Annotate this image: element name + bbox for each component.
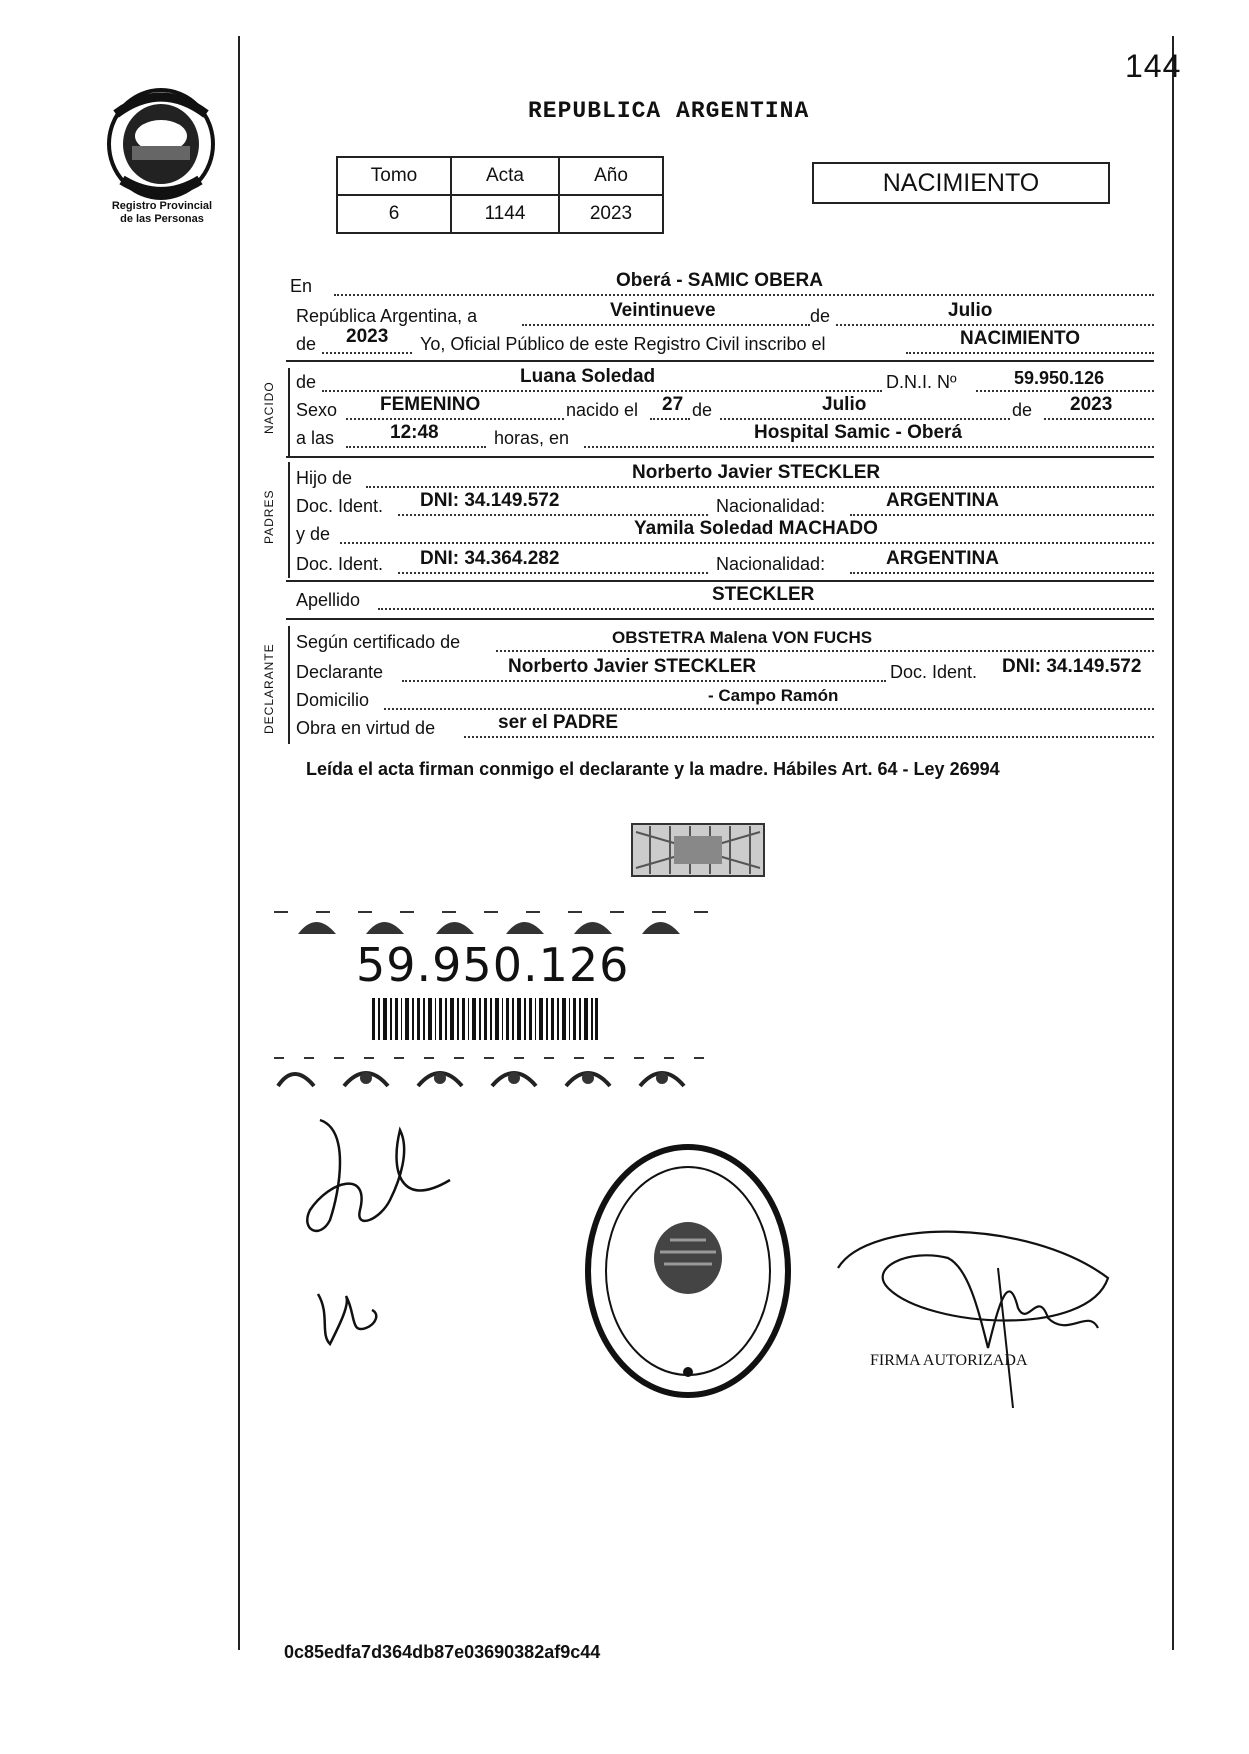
section-bar bbox=[288, 626, 290, 744]
side-label-declarante: DECLARANTE bbox=[262, 643, 276, 734]
label-a-las: a las bbox=[296, 428, 335, 448]
label-nacido-el: nacido el bbox=[566, 400, 639, 420]
dotted-line bbox=[906, 352, 1154, 354]
dotted-line bbox=[322, 390, 882, 392]
section-divider bbox=[286, 360, 1154, 362]
section-bar bbox=[288, 462, 290, 578]
closing-statement: Leída el acta firman conmigo el declarante y la madre. Hábiles Art. 64 - Ley 26994 bbox=[306, 759, 1000, 779]
dia-letras-value: Veintinueve bbox=[610, 300, 716, 321]
id-number-large: 59.950.126 bbox=[356, 938, 630, 992]
label-sexo: Sexo bbox=[296, 400, 338, 420]
dotted-line bbox=[398, 572, 708, 574]
right-margin-line bbox=[1172, 36, 1174, 1650]
label-nacionalidad-padre: Nacionalidad: bbox=[716, 496, 826, 516]
label-de-anio: de bbox=[296, 334, 317, 354]
document-type-box: NACIMIENTO bbox=[812, 162, 1110, 204]
mes-nac-value: Julio bbox=[822, 394, 867, 415]
registry-caption-line2: de las Personas bbox=[120, 213, 204, 225]
dotted-line bbox=[650, 418, 690, 420]
anio-value-text: 2023 bbox=[346, 326, 389, 347]
label-en: En bbox=[290, 276, 313, 296]
tomo-header: Tomo bbox=[337, 157, 451, 195]
madre-nac-value: ARGENTINA bbox=[886, 548, 999, 569]
certificado-value: OBSTETRA Malena VON FUCHS bbox=[612, 628, 873, 647]
firma-autorizada-label: FIRMA AUTORIZADA bbox=[870, 1352, 1028, 1369]
acta-value: 1144 bbox=[451, 195, 559, 233]
section-divider bbox=[286, 618, 1154, 620]
lugar-value: Oberá - SAMIC OBERA bbox=[616, 270, 823, 291]
label-nacionalidad-madre: Nacionalidad: bbox=[716, 554, 826, 574]
padre-nac-value: ARGENTINA bbox=[886, 490, 999, 511]
mes-value: Julio bbox=[948, 300, 993, 321]
mother-signature bbox=[310, 1284, 390, 1354]
dotted-line bbox=[1044, 418, 1154, 420]
barcode-image bbox=[372, 998, 598, 1040]
label-doc-ident-padre: Doc. Ident. bbox=[296, 496, 384, 516]
dotted-line bbox=[850, 514, 1154, 516]
registry-caption-line1: Registro Provincial bbox=[111, 200, 213, 212]
dotted-line bbox=[464, 736, 1154, 738]
dotted-line bbox=[402, 680, 886, 682]
dia-nac-value: 27 bbox=[662, 394, 684, 415]
dotted-line bbox=[398, 514, 708, 516]
dotted-line bbox=[850, 572, 1154, 574]
label-hijo-de: Hijo de bbox=[296, 468, 353, 488]
section-bar bbox=[288, 368, 290, 456]
label-horas-en: horas, en bbox=[494, 428, 570, 448]
tomo-value: 6 bbox=[337, 195, 451, 233]
register-table bbox=[336, 156, 664, 234]
dotted-line bbox=[366, 486, 1154, 488]
label-domicilio: Domicilio bbox=[296, 690, 370, 710]
label-apellido: Apellido bbox=[296, 590, 361, 610]
apellido-value: STECKLER bbox=[712, 584, 815, 605]
domicilio-value: - Campo Ramón bbox=[708, 686, 839, 705]
label-de-nombre: de bbox=[296, 372, 317, 392]
official-seal bbox=[580, 1140, 796, 1402]
side-label-nacido: NACIDO bbox=[262, 381, 276, 434]
dotted-line bbox=[720, 418, 1010, 420]
label-doc-ident-declarante: Doc. Ident. bbox=[890, 662, 978, 682]
sexo-value: FEMENINO bbox=[380, 394, 481, 415]
label-dni: D.N.I. Nº bbox=[886, 372, 957, 392]
dotted-line bbox=[340, 542, 1154, 544]
declarant-signature bbox=[290, 1110, 460, 1250]
label-republica: República Argentina, a bbox=[296, 306, 478, 326]
label-de: de bbox=[810, 306, 831, 326]
dotted-line bbox=[346, 418, 564, 420]
anio-nac-value: 2023 bbox=[1070, 394, 1113, 415]
label-obra: Obra en virtud de bbox=[296, 718, 436, 738]
dotted-line bbox=[384, 708, 1154, 710]
dotted-line bbox=[346, 446, 486, 448]
label-inscribe: Yo, Oficial Público de este Registro Civil inscribo el bbox=[420, 334, 826, 354]
acta-header: Acta bbox=[451, 157, 559, 195]
label-doc-ident-madre: Doc. Ident. bbox=[296, 554, 384, 574]
nombre-value: Luana Soledad bbox=[520, 366, 656, 387]
dotted-line bbox=[322, 352, 412, 354]
dni-value: 59.950.126 bbox=[1014, 368, 1105, 388]
dotted-line bbox=[522, 324, 810, 326]
official-signature bbox=[828, 1208, 1128, 1408]
label-y-de: y de bbox=[296, 524, 331, 544]
padre-value: Norberto Javier STECKLER bbox=[632, 462, 881, 483]
label-de-anio-nac: de bbox=[1012, 400, 1033, 420]
ornament-band-bottom bbox=[274, 1054, 720, 1088]
page-number: 144 bbox=[1125, 48, 1182, 84]
madre-doc-value: DNI: 34.364.282 bbox=[420, 548, 560, 569]
section-divider bbox=[286, 456, 1154, 458]
declarante-doc-value: DNI: 34.149.572 bbox=[1002, 656, 1142, 677]
madre-value: Yamila Soledad MACHADO bbox=[634, 518, 878, 539]
dotted-line bbox=[836, 324, 1154, 326]
ornament-band-top bbox=[274, 908, 720, 936]
misiones-emblem-logo bbox=[100, 84, 222, 200]
dotted-line bbox=[334, 294, 1154, 296]
anio-header: Año bbox=[559, 157, 663, 195]
virtud-value: ser el PADRE bbox=[498, 712, 619, 733]
fiscal-stamp-image bbox=[630, 822, 766, 878]
padre-doc-value: DNI: 34.149.572 bbox=[420, 490, 560, 511]
label-declarante: Declarante bbox=[296, 662, 384, 682]
dotted-line bbox=[496, 650, 1154, 652]
tipo-value: NACIMIENTO bbox=[960, 328, 1080, 349]
section-divider bbox=[286, 580, 1154, 582]
label-de-mes: de bbox=[692, 400, 713, 420]
country-title: REPUBLICA ARGENTINA bbox=[528, 98, 810, 124]
label-segun: Según certificado de bbox=[296, 632, 461, 652]
registry-caption bbox=[92, 200, 232, 226]
side-label-padres: PADRES bbox=[262, 489, 276, 544]
left-margin-line bbox=[238, 36, 240, 1650]
hora-value: 12:48 bbox=[390, 422, 439, 443]
dotted-line bbox=[976, 390, 1154, 392]
dotted-line bbox=[378, 608, 1154, 610]
declarante-value: Norberto Javier STECKLER bbox=[508, 656, 757, 677]
lugar-nac-value: Hospital Samic - Oberá bbox=[754, 422, 963, 443]
document-hash: 0c85edfa7d364db87e03690382af9c44 bbox=[284, 1642, 601, 1662]
anio-value: 2023 bbox=[559, 195, 663, 233]
dotted-line bbox=[584, 446, 1154, 448]
